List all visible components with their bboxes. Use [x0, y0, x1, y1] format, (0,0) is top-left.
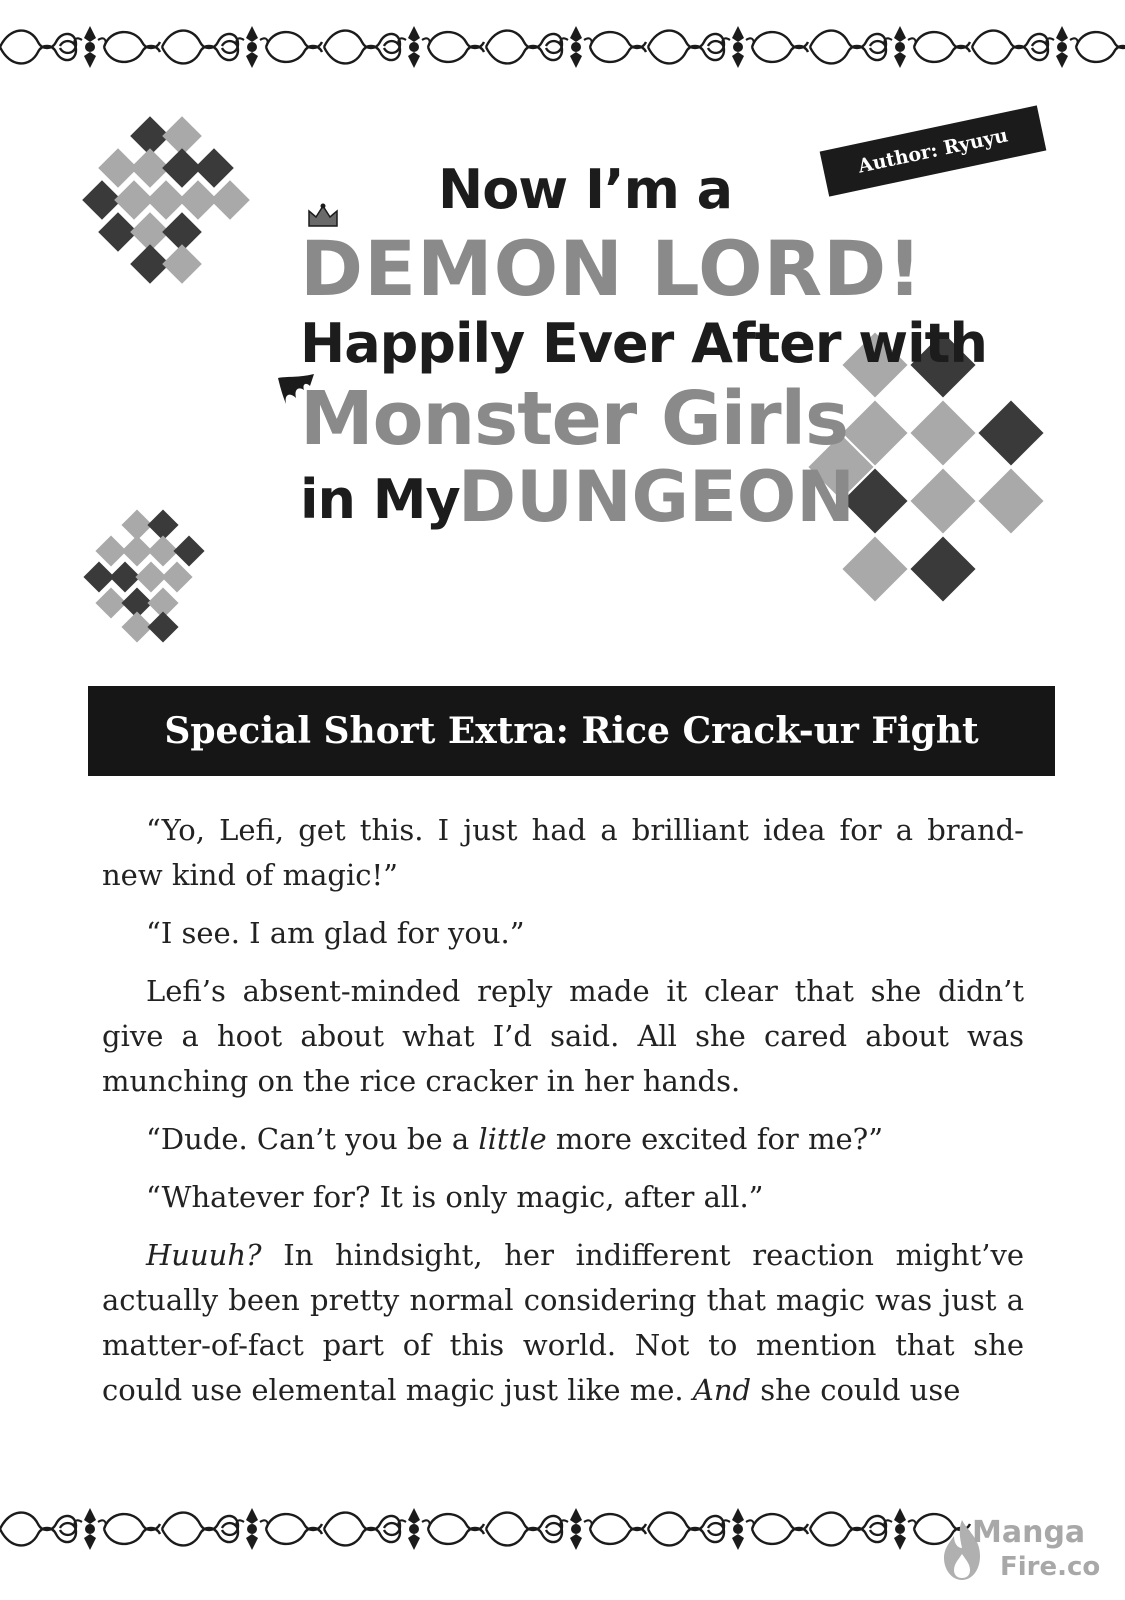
paragraph — [102, 808, 1024, 898]
title-line-2: DEMON LORD! — [300, 224, 923, 313]
text-run: “I see. I am glad for you.” — [146, 916, 525, 950]
watermark-line-2: Fire.co — [1000, 1552, 1101, 1582]
text-run: Lefi’s absent-minded reply made it clear that she didn’t give a hoot about what I’d said. All she cared about was munching on the rice cracker in her hands. — [102, 974, 1024, 1098]
text-run: “Yo, Lefi, get this. I just had a brilliant idea for a brand-new kind of magic!” — [102, 813, 1024, 892]
chapter-title: Special Short Extra: Rice Crack-ur Fight — [164, 710, 979, 752]
watermark-line-1: Manga — [972, 1515, 1086, 1550]
chapter-title-banner — [88, 686, 1055, 776]
book-title-logo — [0, 150, 1125, 550]
paragraph — [102, 969, 1024, 1104]
paragraph — [102, 911, 1024, 956]
ornamental-border-top — [0, 18, 1125, 76]
text-run: In hindsight, her indifferent reaction might’ve actually been pretty normal considering that magic was just a matter-of-fact part of this world. Not to mention that she could use elemental magic just like me. — [102, 1238, 1024, 1407]
italic-text: little — [478, 1122, 547, 1156]
text-run: “Dude. Can’t you be a — [146, 1122, 479, 1156]
text-run: she could use — [751, 1373, 961, 1407]
border-pattern — [0, 26, 1125, 68]
italic-text: And — [692, 1373, 752, 1407]
title-line-4: Monster Girls — [300, 376, 849, 462]
author-badge: Author: Ryuyu — [820, 105, 1047, 196]
mangafire-watermark — [938, 1500, 1118, 1590]
paragraph — [102, 1175, 1024, 1220]
paragraph — [102, 1117, 1024, 1162]
text-run: more excited for me?” — [546, 1122, 884, 1156]
title-line-1: Now I’m a — [438, 158, 733, 221]
title-line-5b: DUNGEON — [458, 456, 855, 538]
text-run: “Whatever for? It is only magic, after all.” — [146, 1180, 764, 1214]
italic-text: Huuuh? — [146, 1238, 262, 1272]
paragraph — [102, 1233, 1024, 1413]
border-pattern — [0, 1508, 970, 1550]
body-text — [102, 808, 1024, 1413]
title-line-3: Happily Ever After with — [300, 312, 987, 375]
title-line-5a: in My — [300, 468, 460, 531]
